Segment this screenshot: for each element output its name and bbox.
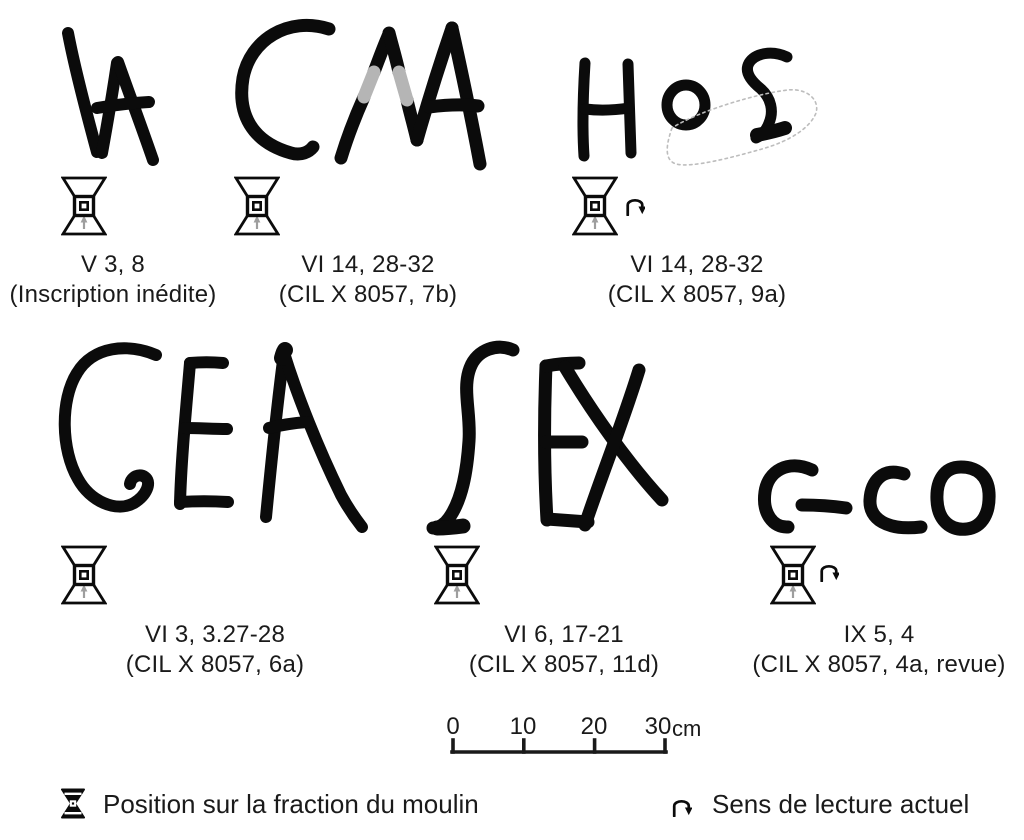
caption-sex — [404, 620, 724, 680]
caption-gea-source: (CIL X 8057, 6a) — [125, 651, 305, 678]
caption-cco — [719, 620, 1024, 680]
legend-reading-label: Sens de lecture actuel — [712, 789, 970, 819]
inscription-sex-drawing — [433, 347, 662, 528]
position-symbol-ia — [63, 178, 105, 234]
caption-hos-source: (CIL X 8057, 9a) — [607, 281, 787, 308]
caption-cm-ref: VI 14, 28-32 — [301, 251, 435, 278]
rotation-arrow-cco — [822, 566, 840, 581]
caption-cco-ref: IX 5, 4 — [843, 621, 915, 648]
legend-position-label: Position sur la fraction du moulin — [103, 789, 479, 819]
cm-restored-patches — [364, 72, 407, 100]
caption-gea — [55, 620, 375, 680]
caption-sex-source: (CIL X 8057, 11d) — [468, 651, 660, 678]
caption-sex-ref: VI 6, 17-21 — [504, 621, 624, 648]
caption-cm — [208, 250, 528, 310]
caption-gea-ref: VI 3, 3.27-28 — [144, 621, 286, 648]
position-symbol-gea — [63, 547, 105, 603]
caption-ia-ref: V 3, 8 — [81, 251, 145, 278]
position-symbol-hos — [574, 178, 616, 234]
position-symbol-sex — [436, 547, 478, 603]
caption-cco-source: (CIL X 8057, 4a, revue) — [752, 651, 1006, 678]
caption-hos-ref: VI 14, 28-32 — [630, 251, 764, 278]
rotation-arrow-icon — [671, 797, 692, 817]
rotation-arrow-hos — [628, 200, 646, 215]
scale-unit-label: cm — [672, 716, 702, 741]
inscription-cm-drawing — [242, 25, 480, 164]
scale-tick-label-10: 10 — [509, 713, 537, 740]
scale-tick-label-20: 20 — [580, 713, 608, 740]
position-symbol-cm — [236, 178, 278, 234]
caption-hos — [537, 250, 857, 310]
position-symbol-cco — [772, 547, 814, 603]
scale-tick-label-0: 0 — [446, 713, 460, 740]
hourglass-icon — [61, 788, 85, 819]
scale-bar — [452, 740, 666, 752]
inscription-cco-drawing — [765, 466, 990, 529]
inscription-gea-drawing — [65, 348, 362, 527]
inscription-hos-drawing — [583, 53, 817, 165]
scale-tick-label-30: 30 — [644, 713, 672, 740]
caption-ia-source: (Inscription inédite) — [9, 281, 217, 308]
inscription-ia-drawing — [68, 33, 153, 160]
caption-cm-source: (CIL X 8057, 7b) — [278, 281, 458, 308]
